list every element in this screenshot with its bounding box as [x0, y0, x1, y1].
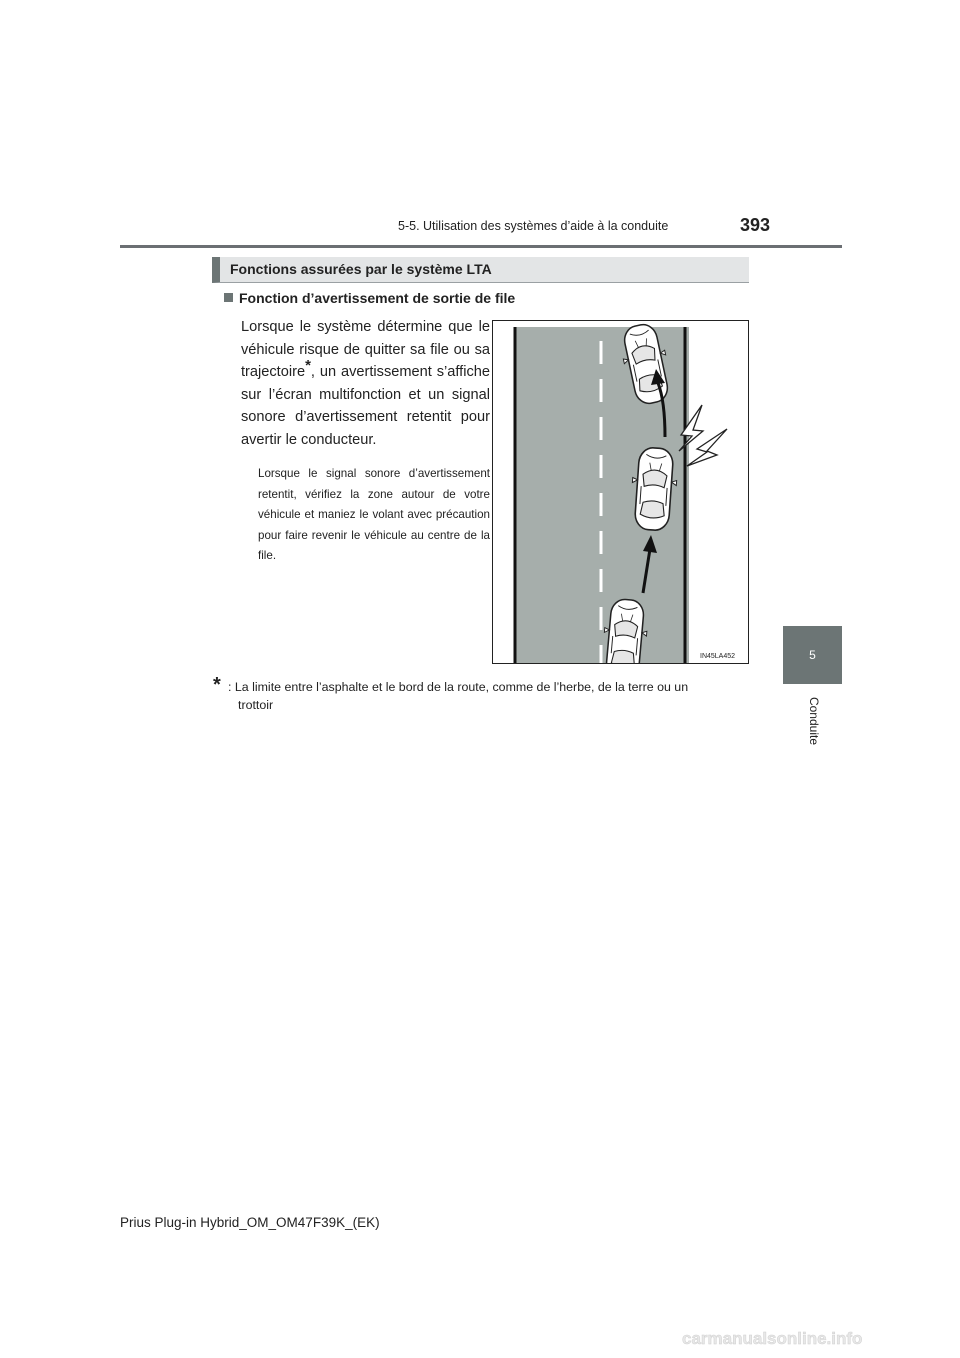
lane-departure-illustration [492, 320, 749, 664]
footnote-star: * [213, 674, 221, 696]
svg-text:carmanualsonline.info: carmanualsonline.info [682, 1329, 863, 1348]
chapter-number: 5 [809, 648, 816, 662]
page-number: 393 [740, 215, 771, 235]
footnote: : La limite entre l’asphalte et le bord de la route, comme de l’herbe, de la terre ou un trottoir [228, 680, 689, 712]
bullet-square-icon [224, 293, 233, 302]
running-header: 5-5. Utilisation des systèmes d’aide à la conduite [398, 219, 669, 233]
watermark-logo [682, 1327, 922, 1349]
footnote-marker: * [305, 357, 311, 375]
section-heading [212, 257, 749, 283]
figure-code: IN45LA452 [700, 653, 736, 660]
header-rule [120, 245, 842, 248]
body-paragraph: Lorsque le système détermine que le véhicule risque de quitter sa file ou sa trajectoire*, un avertissement s’affiche sur l’écran multifonction et un signal sonore d’avertissement retentit pour avertir le conducteur. [241, 319, 490, 448]
document-footer: Prius Plug-in Hybrid_OM_OM47F39K_(EK) [120, 1215, 380, 1230]
chapter-tab[interactable] [783, 626, 842, 684]
subheading-text: Fonction d’avertissement de sortie de file [239, 290, 516, 306]
note-paragraph: Lorsque le signal sonore d’avertissement retentit, vérifiez la zone autour de votre véhicule et maniez le volant avec précaution pour faire revenir le véhicule au centre de la file. [258, 467, 490, 563]
subheading [224, 290, 515, 306]
chapter-label: Conduite [807, 696, 821, 746]
section-title: Fonctions assurées par le système LTA [230, 261, 492, 277]
